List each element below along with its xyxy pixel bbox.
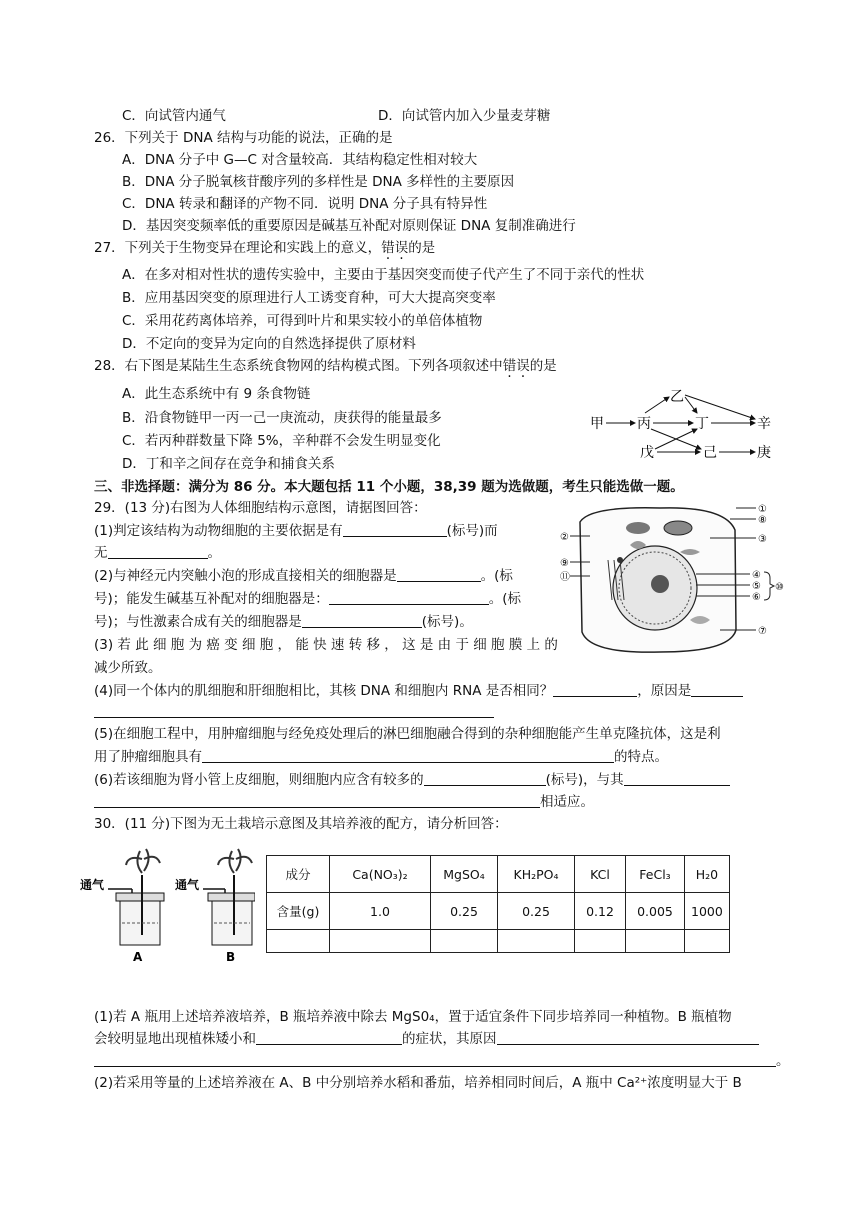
q26-stem: 26．下列关于 DNA 结构与功能的说法，正确的是 — [94, 130, 393, 146]
q29-part5-cont: 用了肿瘤细胞具有 的特点。 — [94, 749, 668, 765]
q27-option-d: D．不定向的变异为定向的自然选择提供了原材料 — [122, 336, 416, 352]
q29-part1: (1)判定该结构为动物细胞的主要依据是有 (标号)而 — [94, 523, 498, 539]
cell-label-10: ⑩ — [775, 582, 784, 593]
q29-part5: (5)在细胞工程中，用肿瘤细胞与经免疫处理后的淋巴细胞融合得到的杂种细胞能产生单克隆抗体，这是利 — [94, 726, 721, 742]
q30-stem: 30．(11 分)下图为无土栽培示意图及其培养液的配方，请分析回答： — [94, 816, 508, 832]
q30-part1-answer-line: 。 — [94, 1051, 790, 1071]
q28-option-d: D．丁和辛之间存在竞争和捕食关系 — [122, 456, 335, 472]
q29-part3: (3) 若 此 细 胞 为 癌 变 细 胞 ， 能 快 速 转 移 ， 这 是 由 于 细 胞 膜 上 的 — [94, 637, 558, 653]
animal-cell-diagram — [560, 500, 785, 662]
table-cell: MgSO₄ — [431, 856, 498, 893]
q26-option-a: A．DNA 分子中 G—C 对含量较高．其结构稳定性相对较大 — [122, 152, 478, 168]
q28-option-a: A．此生态系统中有 9 条食物链 — [122, 386, 311, 402]
cell-label-9: ⑨ — [560, 558, 569, 569]
q28-stem: 28．右下图是某陆生生态系统食物网的结构模式图。下列各项叙述中错误的是 — [94, 358, 557, 374]
node-jia: 甲 — [590, 416, 604, 432]
table-cell: 1.0 — [330, 893, 431, 930]
cell-label-11: ⑪ — [560, 572, 570, 583]
q29-part2: (2)与神经元内突触小泡的形成直接相关的细胞器是 。(标 — [94, 568, 513, 584]
q25-option-c: C．向试管内通气 — [122, 108, 226, 124]
cell-label-8: ⑧ — [758, 515, 767, 526]
q30-part2: (2)若采用等量的上述培养液在 A、B 中分别培养水稻和番茄，培养相同时间后，A 瓶中 Ca²⁺浓度明显大于 B — [94, 1075, 742, 1091]
q29-part2-cont2: 号)；与性激素合成有关的细胞器是 (标号)。 — [94, 614, 473, 630]
q26-option-c: C．DNA 转录和翻译的产物不同．说明 DNA 分子具有特异性 — [122, 196, 488, 212]
cell-label-4: ④ — [752, 570, 761, 581]
table-cell: KCl — [575, 856, 626, 893]
table-cell: FeCl₃ — [626, 856, 685, 893]
node-yi: 乙 — [670, 389, 684, 405]
q26-option-d: D．基因突变频率低的重要原因是碱基互补配对原则保证 DNA 复制准确进行 — [122, 218, 576, 234]
node-xin: 辛 — [757, 416, 771, 432]
table-cell: 1000 — [685, 893, 730, 930]
table-cell: 0.25 — [498, 893, 575, 930]
q25-option-d: D．向试管内加入少量麦芽糖 — [378, 108, 551, 124]
table-cell: 成分 — [267, 856, 330, 893]
table-cell: KH₂PO₄ — [498, 856, 575, 893]
node-wu: 戊 — [640, 445, 654, 461]
q27-option-b: B．应用基因突变的原理进行人工诱变育种，可大大提高突变率 — [122, 290, 496, 306]
q26-option-b: B．DNA 分子脱氧核苷酸序列的多样性是 DNA 多样性的主要原因 — [122, 174, 515, 190]
table-row-empty — [267, 930, 730, 953]
q29-part2-cont: 号)；能发生碱基互补配对的细胞器是： 。(标 — [94, 591, 522, 607]
table-cell: 0.12 — [575, 893, 626, 930]
cell-label-1: ① — [758, 504, 767, 515]
node-bing: 丙 — [637, 416, 651, 432]
cell-label-5: ⑤ — [752, 581, 761, 592]
q29-stem: 29．(13 分)右图为人体细胞结构示意图，请据图回答： — [94, 500, 427, 516]
food-web-diagram — [585, 385, 785, 465]
table-cell: 0.005 — [626, 893, 685, 930]
q29-part6-cont: 相适应。 — [94, 792, 594, 812]
q29-part4-answer-line — [94, 702, 494, 722]
vent-label-b: 通气 — [175, 878, 200, 892]
table-row — [267, 856, 730, 893]
table-cell: 含量(g) — [267, 893, 330, 930]
bottle-b-label: B — [226, 950, 236, 964]
table-row — [267, 893, 730, 930]
table-cell: H₂0 — [685, 856, 730, 893]
q30-part1-cont: 会较明显地出现植株矮小和 的症状，其原因 — [94, 1029, 759, 1049]
q29-part3-cont: 减少所致。 — [94, 660, 162, 676]
q27-option-c: C．采用花药离体培养，可得到叶片和果实较小的单倍体植物 — [122, 313, 483, 329]
nutrient-formula-table — [266, 855, 730, 953]
node-ji: 己 — [703, 445, 717, 461]
q27-stem: 27．下列关于生物变异在理论和实践上的意义，错误的是 — [94, 240, 436, 256]
table-cell: 0.25 — [431, 893, 498, 930]
node-geng: 庚 — [757, 445, 771, 461]
q28-option-c: C．若丙种群数量下降 5%，辛种群不会发生明显变化 — [122, 433, 441, 449]
cell-label-3: ③ — [758, 534, 767, 545]
section-3-heading: 三、非选择题：满分为 86 分。本大题包括 11 个小题，38,39 题为选做题，考生只能选做一题。 — [94, 479, 684, 495]
bottle-a-label: A — [133, 950, 143, 964]
q27-option-a: A．在多对相对性状的遗传实验中，主要由于基因突变而使子代产生了不同于亲代的性状 — [122, 267, 645, 283]
q28-option-b: B．沿食物链甲一丙一己一庚流动，庚获得的能量最多 — [122, 410, 442, 426]
q29-part4: (4)同一个体内的肌细胞和肝细胞相比，其核 DNA 和细胞内 RNA 是否相同？ ，原因是 — [94, 681, 743, 701]
cell-label-7: ⑦ — [758, 626, 767, 637]
q30-part1: (1)若 A 瓶用上述培养液培养，B 瓶培养液中除去 MgS0₄，置于适宜条件下同步培养同一种植物。B 瓶植物 — [94, 1009, 732, 1025]
soilless-culture-figure — [80, 845, 255, 965]
q29-part1-cont: 无 。 — [94, 545, 221, 561]
vent-label-a: 通气 — [80, 878, 105, 892]
node-ding: 丁 — [695, 416, 709, 432]
cell-label-6: ⑥ — [752, 592, 761, 603]
q29-part6: (6)若该细胞为肾小管上皮细胞，则细胞内应含有较多的 (标号)，与其 — [94, 770, 730, 790]
table-cell: Ca(NO₃)₂ — [330, 856, 431, 893]
cell-label-2: ② — [560, 532, 569, 543]
